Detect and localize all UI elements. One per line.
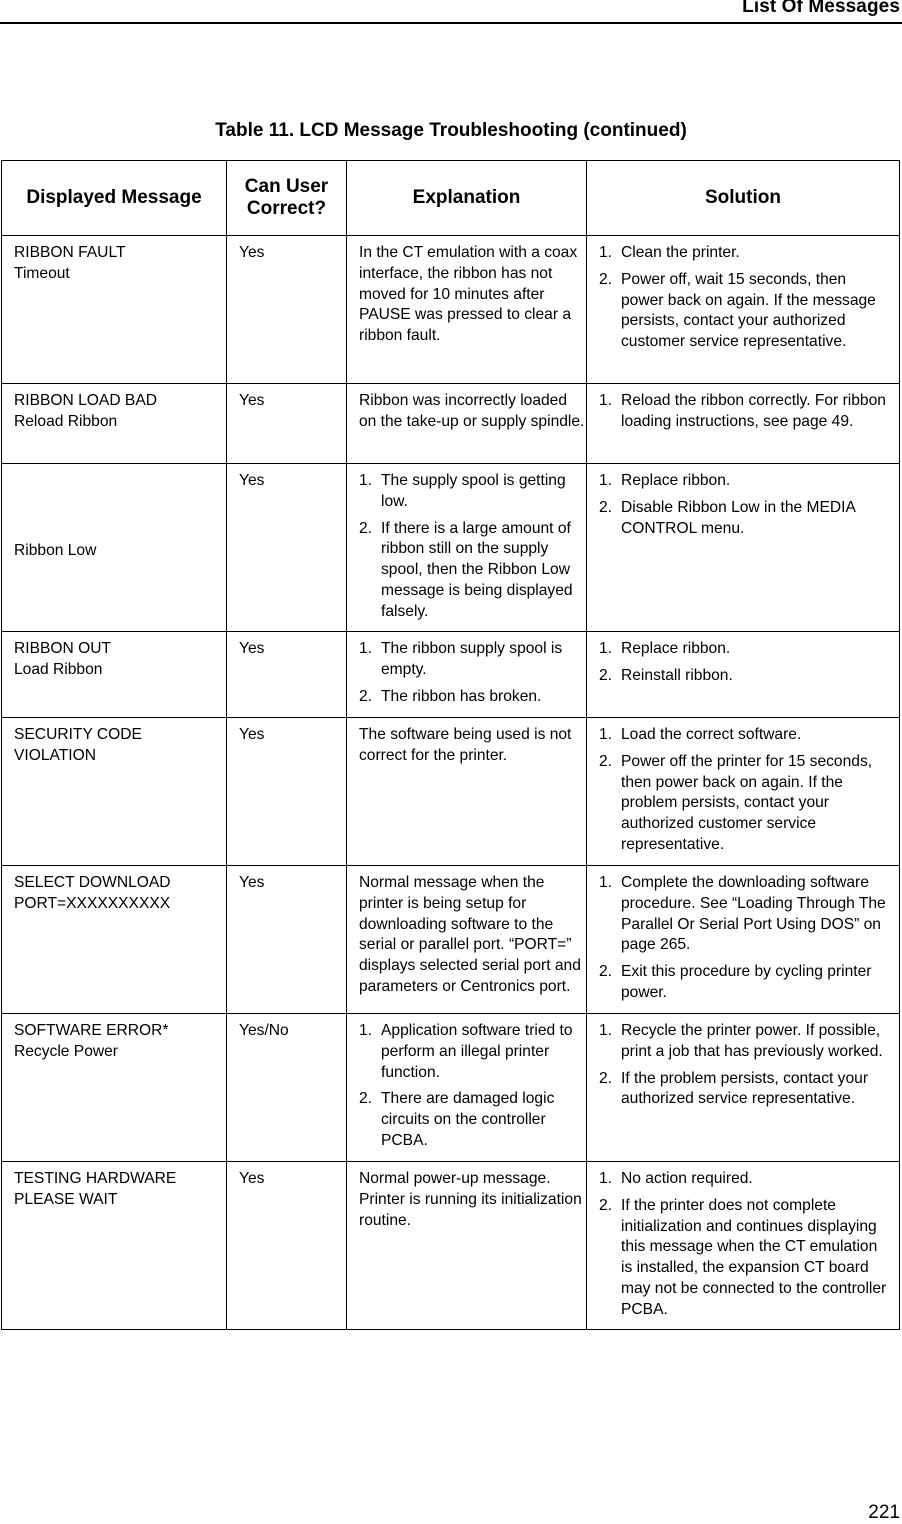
list-item [599, 391, 887, 433]
list-item-number: 1. [599, 472, 613, 489]
displayed-message-line: TESTING HARDWARE [14, 1170, 177, 1187]
list-item-number: 2. [599, 666, 613, 684]
displayed-message-cell [2, 384, 227, 464]
displayed-message-cell [2, 866, 227, 1014]
explanation-cell [347, 632, 587, 718]
displayed-message-line: SOFTWARE ERROR* [14, 1022, 169, 1039]
list-item-number: 2. [359, 687, 373, 705]
table-row [2, 718, 900, 866]
list-item-number: 2. [599, 1069, 613, 1087]
list-item-text: If the printer does not complete initialization and continues displaying this message when the CT emulation is installed, the expansion CT board may not be connected to the controller PCBA. [621, 1196, 887, 1318]
list-item [359, 1089, 586, 1151]
can-user-correct-cell: Yes [227, 384, 347, 464]
list-item-number: 1. [359, 640, 373, 657]
list-item [599, 270, 887, 353]
list-item [599, 243, 887, 264]
column-header-displayed-message: Displayed Message [2, 161, 227, 236]
table-row [2, 464, 900, 632]
solution-list [599, 1169, 887, 1321]
list-item-text: No action required. [621, 1170, 753, 1187]
displayed-message-line: Recycle Power [14, 1042, 118, 1060]
list-item-text: Replace ribbon. [621, 472, 731, 489]
table-row [2, 384, 900, 464]
table-row [2, 236, 900, 384]
list-item-text: Clean the printer. [621, 244, 740, 261]
column-header-can-user-correct: Can User Correct? [227, 161, 347, 236]
list-item-number: 2. [599, 963, 613, 981]
displayed-message-line: RIBBON FAULT [14, 244, 126, 261]
explanation-cell [347, 866, 587, 1014]
list-item-number: 1. [359, 472, 373, 489]
can-user-correct-cell: Yes/No [227, 1014, 347, 1162]
list-item-number: 1. [599, 726, 613, 743]
list-item [359, 687, 586, 708]
list-item [599, 471, 887, 492]
can-user-correct-cell: Yes [227, 464, 347, 632]
list-item-number: 1. [599, 392, 613, 409]
table-row [2, 866, 900, 1014]
explanation-text: Normal power-up message. Printer is running its initialization routine. [359, 1170, 582, 1229]
list-item [359, 639, 586, 681]
list-item-number: 2. [359, 1090, 373, 1108]
solution-cell [587, 866, 900, 1014]
list-item-text: The ribbon supply spool is empty. [381, 640, 563, 678]
list-item-number: 2. [599, 498, 613, 516]
column-header-solution: Solution [587, 161, 900, 236]
list-item [599, 666, 887, 687]
explanation-cell [347, 1162, 587, 1330]
can-user-correct-cell: Yes [227, 632, 347, 718]
list-item [599, 639, 887, 660]
can-user-correct-cell: Yes [227, 866, 347, 1014]
explanation-list [359, 1021, 586, 1152]
list-item-text: Exit this procedure by cycling printer power. [621, 963, 872, 1001]
list-item [599, 752, 887, 856]
explanation-list [359, 639, 586, 707]
list-item-text: Replace ribbon. [621, 640, 731, 657]
explanation-text: Ribbon was incorrectly loaded on the take-up or supply spindle. [359, 392, 585, 430]
displayed-message-line: SELECT DOWNLOAD [14, 874, 171, 891]
column-header-explanation: Explanation [347, 161, 587, 236]
list-item-number: 1. [599, 874, 613, 891]
list-item-text: Reinstall ribbon. [621, 666, 733, 684]
list-item-number: 1. [599, 244, 613, 261]
list-item-text: Load the correct software. [621, 726, 802, 743]
displayed-message-line: SECURITY CODE [14, 726, 142, 743]
explanation-cell [347, 1014, 587, 1162]
displayed-message-cell [2, 1014, 227, 1162]
displayed-message-cell [2, 632, 227, 718]
list-item-text: Power off, wait 15 seconds, then power back on again. If the message persists, contact your authorized customer service representative. [621, 270, 876, 351]
list-item-number: 2. [359, 519, 373, 537]
solution-list [599, 639, 887, 687]
list-item-number: 1. [599, 640, 613, 657]
list-item-text: Application software tried to perform an illegal printer function. [381, 1022, 573, 1081]
list-item-text: The supply spool is getting low. [381, 472, 566, 510]
table-header-row [2, 161, 900, 236]
displayed-message-line: VIOLATION [14, 746, 97, 764]
displayed-message-line: PLEASE WAIT [14, 1190, 118, 1208]
lcd-message-table [1, 160, 900, 1330]
displayed-message-line: Ribbon Low [14, 541, 97, 559]
explanation-cell [347, 236, 587, 384]
list-item-number: 1. [599, 1170, 613, 1187]
list-item-text: Complete the downloading software procedure. See “Loading Through The Parallel Or Serial Port Using DOS” on page 265. [621, 874, 886, 954]
table-row [2, 1014, 900, 1162]
displayed-message-line: RIBBON LOAD BAD [14, 392, 157, 409]
solution-list [599, 725, 887, 856]
solution-cell [587, 1162, 900, 1330]
displayed-message-cell [2, 236, 227, 384]
explanation-text: In the CT emulation with a coax interface, the ribbon has not moved for 10 minutes after PAUSE was pressed to clear a ribbon fault. [359, 244, 578, 345]
solution-cell [587, 236, 900, 384]
list-item [599, 1196, 887, 1321]
list-item-text: If there is a large amount of ribbon still on the supply spool, then the Ribbon Low message is being displayed falsely. [381, 519, 573, 620]
solution-cell [587, 464, 900, 632]
running-header [0, 0, 902, 24]
explanation-cell [347, 384, 587, 464]
list-item [359, 519, 586, 623]
explanation-list [359, 471, 586, 623]
can-user-correct-cell: Yes [227, 1162, 347, 1330]
list-item-text: Power off the printer for 15 seconds, then power back on again. If the problem persists, contact your authorized customer service representative. [621, 752, 873, 853]
explanation-cell [347, 464, 587, 632]
list-item [599, 873, 887, 956]
list-item-number: 1. [359, 1022, 373, 1039]
table-row [2, 632, 900, 718]
list-item [359, 471, 586, 513]
list-item [599, 962, 887, 1004]
displayed-message-cell [2, 464, 227, 632]
displayed-message-line: Reload Ribbon [14, 412, 118, 430]
list-item [599, 1021, 887, 1063]
list-item [599, 498, 887, 540]
can-user-correct-cell: Yes [227, 236, 347, 384]
table-caption: Table 11. LCD Message Troubleshooting (continued) [215, 120, 687, 141]
explanation-cell [347, 718, 587, 866]
list-item-number: 2. [599, 752, 613, 770]
list-item-text: Reload the ribbon correctly. For ribbon loading instructions, see page 49. [621, 392, 886, 430]
page-number: 221 [868, 1502, 900, 1523]
explanation-text: The software being used is not correct for the printer. [359, 726, 572, 764]
list-item [359, 1021, 586, 1083]
solution-cell [587, 632, 900, 718]
displayed-message-line: Load Ribbon [14, 660, 103, 678]
solution-cell [587, 1014, 900, 1162]
list-item [599, 1069, 887, 1111]
table-body [2, 236, 900, 1330]
explanation-text: Normal message when the printer is being setup for downloading software to the serial or parallel port. “PORT=” displays selected serial port and parameters or Centronics port. [359, 874, 581, 995]
list-item-number: 2. [599, 270, 613, 288]
can-user-correct-cell: Yes [227, 718, 347, 866]
list-item-number: 1. [599, 1022, 613, 1039]
list-item-text: If the problem persists, contact your authorized service representative. [621, 1069, 869, 1108]
displayed-message-line: RIBBON OUT [14, 640, 112, 657]
list-item-text: The ribbon has broken. [381, 687, 542, 705]
list-item-number: 2. [599, 1196, 613, 1214]
displayed-message-cell [2, 1162, 227, 1330]
solution-cell [587, 718, 900, 866]
list-item-text: Recycle the printer power. If possible, print a job that has previously worked. [621, 1022, 883, 1060]
solution-list [599, 471, 887, 539]
solution-list [599, 1021, 887, 1110]
list-item [599, 1169, 887, 1190]
solution-cell [587, 384, 900, 464]
displayed-message-cell [2, 718, 227, 866]
list-item-text: Disable Ribbon Low in the MEDIA CONTROL menu. [621, 498, 856, 537]
table-row [2, 1162, 900, 1330]
solution-list [599, 243, 887, 353]
solution-list [599, 391, 887, 433]
running-header-title: List Of Messages [742, 0, 900, 17]
list-item-text: There are damaged logic circuits on the controller PCBA. [381, 1090, 555, 1149]
displayed-message-line: PORT=XXXXXXXXXX [14, 894, 171, 912]
solution-list [599, 873, 887, 1004]
displayed-message-line: Timeout [14, 264, 70, 282]
list-item [599, 725, 887, 746]
